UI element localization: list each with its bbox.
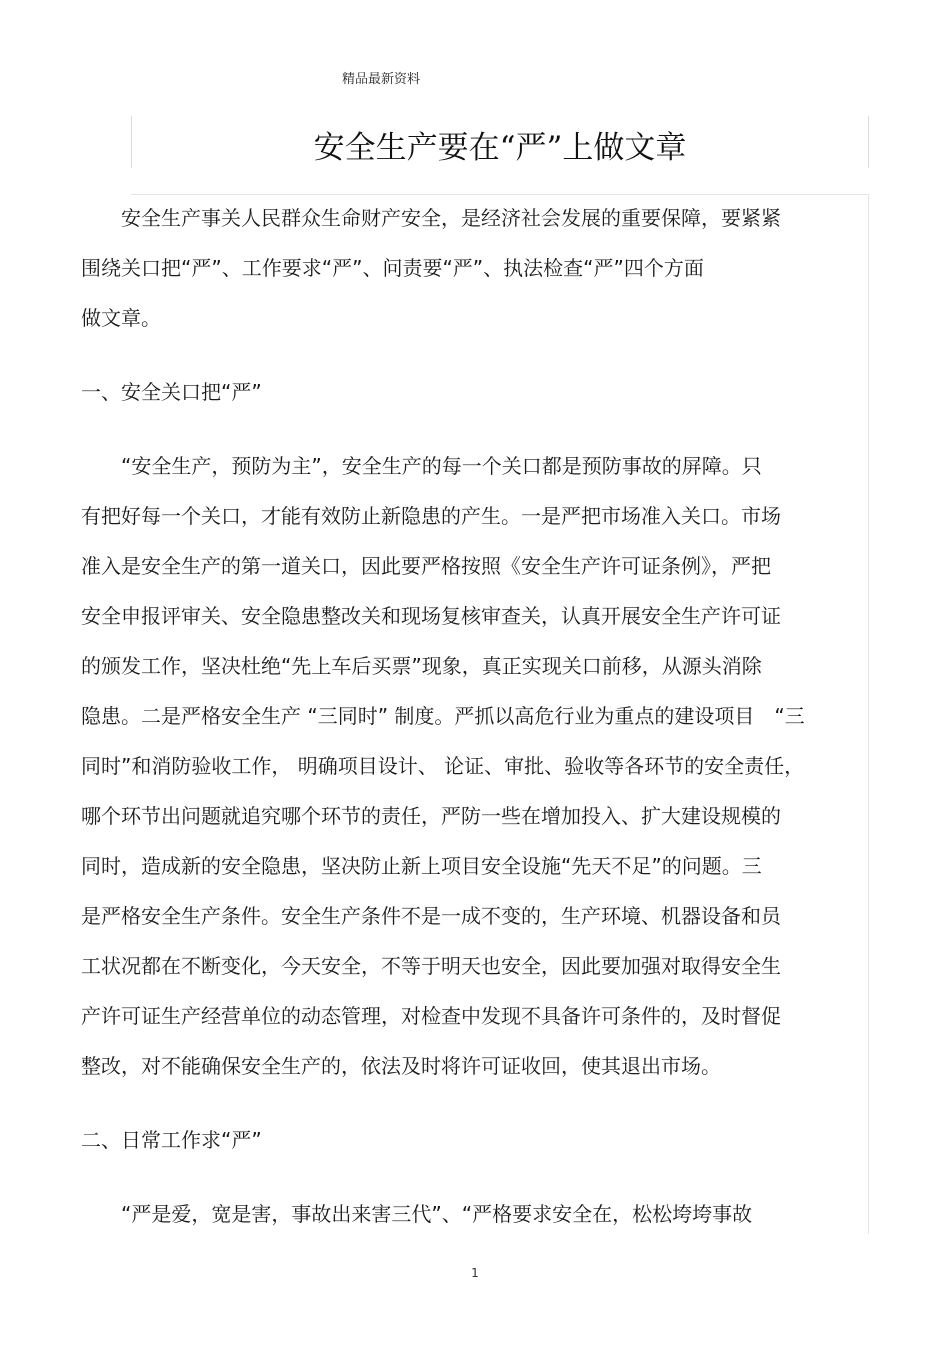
section1-line-3: 准入是安全生产的第一道关口，因此要严格按照《安全生产许可证条例》，严把 xyxy=(81,554,771,578)
body-frame-right xyxy=(868,194,869,1234)
section1-line-8: 哪个环节出问题就追究哪个环节的责任，严防一些在增加投入、扩大建设规模的 xyxy=(81,804,781,828)
section1-line-7: 同时”和消防验收工作， 明确项目设计、 论证、审批、验收等各环节的安全责任， xyxy=(81,754,805,778)
intro-line-3: 做文章。 xyxy=(81,306,161,330)
section1-line-12: 产许可证生产经营单位的动态管理，对检查中发现不具备许可条件的，及时督促 xyxy=(81,1004,781,1028)
section1-line-1: “安全生产，预防为主”，安全生产的每一个关口都是预防事故的屏障。只 xyxy=(121,454,762,478)
section1-line-9: 同时，造成新的安全隐患，坚决防止新上项目安全设施“先天不足”的问题。三 xyxy=(81,854,762,878)
section1-line-2: 有把好每一个关口，才能有效防止新隐患的产生。一是严把市场准入关口。市场 xyxy=(81,504,781,528)
section1-line-5: 的颁发工作，坚决杜绝“先上车后买票”现象，真正实现关口前移，从源头消除 xyxy=(81,654,762,678)
document-title: 安全生产要在“严”上做文章 xyxy=(313,130,687,166)
section-heading-2: 二、日常工作求“严” xyxy=(81,1128,262,1152)
section1-line-6: 隐患。二是严格安全生产 “三同时” 制度。严抓以高危行业为重点的建设项目 “三 xyxy=(81,704,805,728)
section2-line-1: “严是爱，宽是害，事故出来害三代”、“严格要求安全在，松松垮垮事故 xyxy=(121,1202,753,1226)
body-frame-top xyxy=(131,194,869,195)
section1-line-4: 安全申报评审关、安全隐患整改关和现场复核审查关，认真开展安全生产许可证 xyxy=(81,604,781,628)
intro-line-1: 安全生产事关人民群众生命财产安全，是经济社会发展的重要保障，要紧紧 xyxy=(121,206,781,230)
header-note: 精品最新资料 xyxy=(342,72,421,87)
section1-line-13: 整改，对不能确保安全生产的，依法及时将许可证收回，使其退出市场。 xyxy=(81,1054,721,1078)
page-number: 1 xyxy=(471,1266,479,1280)
section1-line-11: 工状况都在不断变化，今天安全，不等于明天也安全，因此要加强对取得安全生 xyxy=(81,954,781,978)
section-heading-1: 一、安全关口把“严” xyxy=(81,380,262,404)
intro-line-2: 围绕关口把“严”、工作要求“严”、问责要“严”、执法检查“严”四个方面 xyxy=(81,256,704,280)
section1-line-10: 是严格安全生产条件。安全生产条件不是一成不变的，生产环境、机器设备和员 xyxy=(81,904,781,928)
